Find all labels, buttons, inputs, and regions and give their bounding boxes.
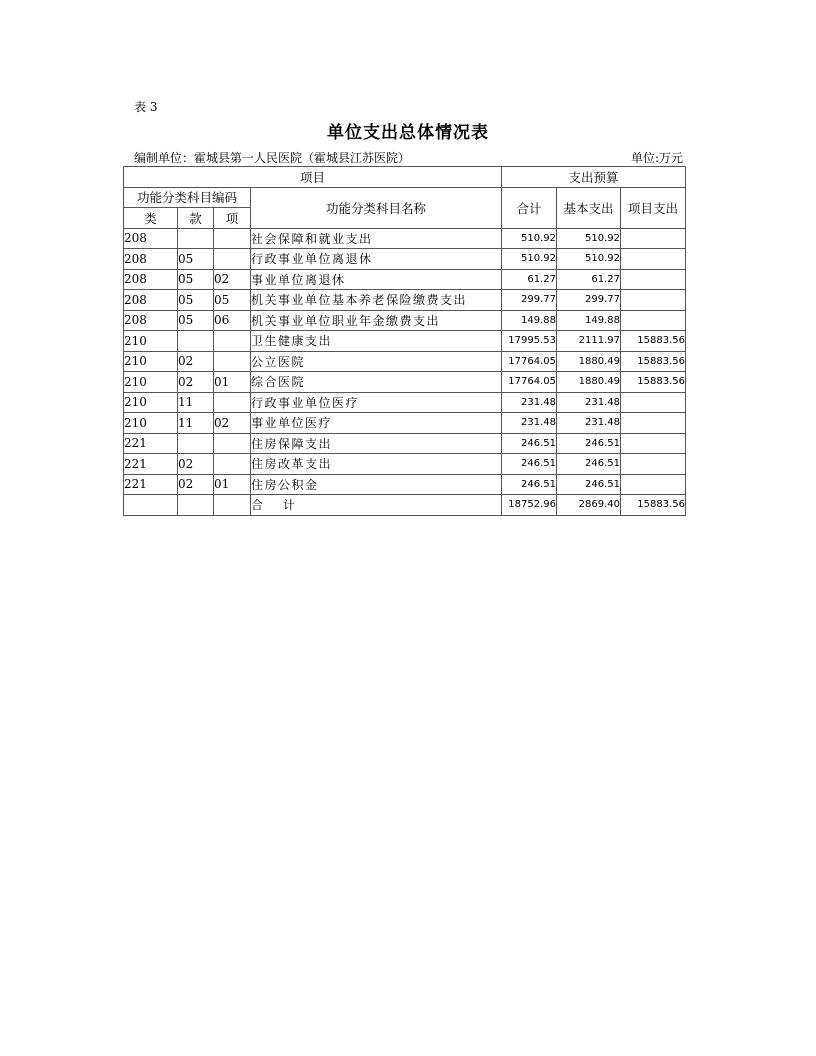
section-cell bbox=[178, 433, 214, 454]
name-cell: 公立医院 bbox=[251, 351, 502, 372]
name-cell: 行政事业单位医疗 bbox=[251, 392, 502, 413]
table-row bbox=[124, 351, 686, 372]
section-cell: 02 bbox=[178, 474, 214, 495]
table-row bbox=[124, 372, 686, 393]
entry-cell: 06 bbox=[214, 310, 251, 331]
basic-cell: 1880.49 bbox=[557, 372, 621, 393]
header-name: 功能分类科目名称 bbox=[251, 187, 502, 228]
total-label-cell bbox=[251, 495, 502, 516]
table-row bbox=[124, 454, 686, 475]
entry-cell: 02 bbox=[214, 269, 251, 290]
total-cell: 246.51 bbox=[502, 474, 557, 495]
basic-cell: 1880.49 bbox=[557, 351, 621, 372]
project-cell bbox=[621, 310, 686, 331]
header-code-group: 功能分类科目编码 bbox=[124, 187, 251, 208]
class-cell: 221 bbox=[124, 474, 178, 495]
project-cell: 15883.56 bbox=[621, 372, 686, 393]
total-cell: 61.27 bbox=[502, 269, 557, 290]
section-cell: 11 bbox=[178, 413, 214, 434]
class-cell: 208 bbox=[124, 249, 178, 270]
name-cell: 事业单位离退休 bbox=[251, 269, 502, 290]
basic-cell: 246.51 bbox=[557, 433, 621, 454]
basic-cell: 246.51 bbox=[557, 474, 621, 495]
section-cell: 02 bbox=[178, 454, 214, 475]
compiling-unit: 编制单位：霍城县第一人民医院（霍城县江苏医院） bbox=[134, 151, 411, 165]
section-cell: 11 bbox=[178, 392, 214, 413]
basic-cell: 231.48 bbox=[557, 392, 621, 413]
class-cell: 210 bbox=[124, 413, 178, 434]
project-cell bbox=[621, 392, 686, 413]
table-row bbox=[124, 310, 686, 331]
entry-cell: 01 bbox=[214, 474, 251, 495]
total-label: 合计 bbox=[251, 498, 295, 513]
class-cell: 208 bbox=[124, 228, 178, 249]
basic-cell: 2111.97 bbox=[557, 331, 621, 352]
name-cell: 住房公积金 bbox=[251, 474, 502, 495]
project-cell bbox=[621, 433, 686, 454]
header-project: 项目支出 bbox=[621, 187, 686, 228]
expenditure-table bbox=[123, 166, 686, 516]
currency-unit: 单位:万元 bbox=[630, 151, 683, 165]
class-cell: 208 bbox=[124, 290, 178, 311]
header-entry: 项 bbox=[214, 208, 251, 229]
project-cell bbox=[621, 269, 686, 290]
name-cell: 住房保障支出 bbox=[251, 433, 502, 454]
total-cell: 299.77 bbox=[502, 290, 557, 311]
page-label: 表 3 bbox=[134, 100, 158, 114]
section-cell: 05 bbox=[178, 249, 214, 270]
header-section: 款 bbox=[178, 208, 214, 229]
total-cell: 510.92 bbox=[502, 228, 557, 249]
project-cell: 15883.56 bbox=[621, 331, 686, 352]
total-cell: 231.48 bbox=[502, 413, 557, 434]
entry-cell bbox=[214, 392, 251, 413]
total-class-cell bbox=[124, 495, 178, 516]
section-cell: 02 bbox=[178, 351, 214, 372]
total-cell: 149.88 bbox=[502, 310, 557, 331]
total-row bbox=[124, 495, 686, 516]
name-cell: 行政事业单位离退休 bbox=[251, 249, 502, 270]
section-cell: 05 bbox=[178, 269, 214, 290]
name-cell: 机关事业单位基本养老保险缴费支出 bbox=[251, 290, 502, 311]
total-cell: 246.51 bbox=[502, 433, 557, 454]
basic-cell: 61.27 bbox=[557, 269, 621, 290]
entry-cell bbox=[214, 249, 251, 270]
class-cell: 208 bbox=[124, 310, 178, 331]
class-cell: 210 bbox=[124, 331, 178, 352]
table-row bbox=[124, 249, 686, 270]
entry-cell: 02 bbox=[214, 413, 251, 434]
table-row bbox=[124, 228, 686, 249]
name-cell: 机关事业单位职业年金缴费支出 bbox=[251, 310, 502, 331]
total-sum: 18752.96 bbox=[502, 495, 557, 516]
section-cell bbox=[178, 228, 214, 249]
header-budget: 支出预算 bbox=[502, 167, 686, 188]
class-cell: 208 bbox=[124, 269, 178, 290]
basic-cell: 231.48 bbox=[557, 413, 621, 434]
name-cell: 事业单位医疗 bbox=[251, 413, 502, 434]
total-cell: 510.92 bbox=[502, 249, 557, 270]
project-cell bbox=[621, 474, 686, 495]
project-cell bbox=[621, 228, 686, 249]
class-cell: 221 bbox=[124, 454, 178, 475]
name-cell: 住房改革支出 bbox=[251, 454, 502, 475]
class-cell: 210 bbox=[124, 372, 178, 393]
name-cell: 卫生健康支出 bbox=[251, 331, 502, 352]
basic-cell: 149.88 bbox=[557, 310, 621, 331]
total-section-cell bbox=[178, 495, 214, 516]
table-row bbox=[124, 413, 686, 434]
table-row bbox=[124, 433, 686, 454]
basic-cell: 510.92 bbox=[557, 249, 621, 270]
name-cell: 社会保障和就业支出 bbox=[251, 228, 502, 249]
entry-cell bbox=[214, 228, 251, 249]
entry-cell: 05 bbox=[214, 290, 251, 311]
project-cell bbox=[621, 454, 686, 475]
total-cell: 17764.05 bbox=[502, 351, 557, 372]
entry-cell bbox=[214, 433, 251, 454]
class-cell: 210 bbox=[124, 392, 178, 413]
table-row bbox=[124, 269, 686, 290]
header-total: 合计 bbox=[502, 187, 557, 228]
total-entry-cell bbox=[214, 495, 251, 516]
basic-cell: 246.51 bbox=[557, 454, 621, 475]
total-cell: 17995.53 bbox=[502, 331, 557, 352]
project-cell bbox=[621, 290, 686, 311]
class-cell: 210 bbox=[124, 351, 178, 372]
section-cell: 05 bbox=[178, 290, 214, 311]
name-cell: 综合医院 bbox=[251, 372, 502, 393]
section-cell: 02 bbox=[178, 372, 214, 393]
table-row bbox=[124, 474, 686, 495]
entry-cell: 01 bbox=[214, 372, 251, 393]
total-cell: 246.51 bbox=[502, 454, 557, 475]
table-row bbox=[124, 290, 686, 311]
project-cell bbox=[621, 413, 686, 434]
class-cell: 221 bbox=[124, 433, 178, 454]
basic-cell: 299.77 bbox=[557, 290, 621, 311]
total-cell: 17764.05 bbox=[502, 372, 557, 393]
header-basic: 基本支出 bbox=[557, 187, 621, 228]
table-row bbox=[124, 331, 686, 352]
total-cell: 231.48 bbox=[502, 392, 557, 413]
section-cell bbox=[178, 331, 214, 352]
header-class: 类 bbox=[124, 208, 178, 229]
entry-cell bbox=[214, 454, 251, 475]
page-title: 单位支出总体情况表 bbox=[327, 123, 489, 143]
section-cell: 05 bbox=[178, 310, 214, 331]
table-row bbox=[124, 392, 686, 413]
project-cell: 15883.56 bbox=[621, 351, 686, 372]
basic-cell: 510.92 bbox=[557, 228, 621, 249]
total-basic: 2869.40 bbox=[557, 495, 621, 516]
total-project: 15883.56 bbox=[621, 495, 686, 516]
project-cell bbox=[621, 249, 686, 270]
entry-cell bbox=[214, 351, 251, 372]
header-item: 项目 bbox=[124, 167, 502, 188]
entry-cell bbox=[214, 331, 251, 352]
